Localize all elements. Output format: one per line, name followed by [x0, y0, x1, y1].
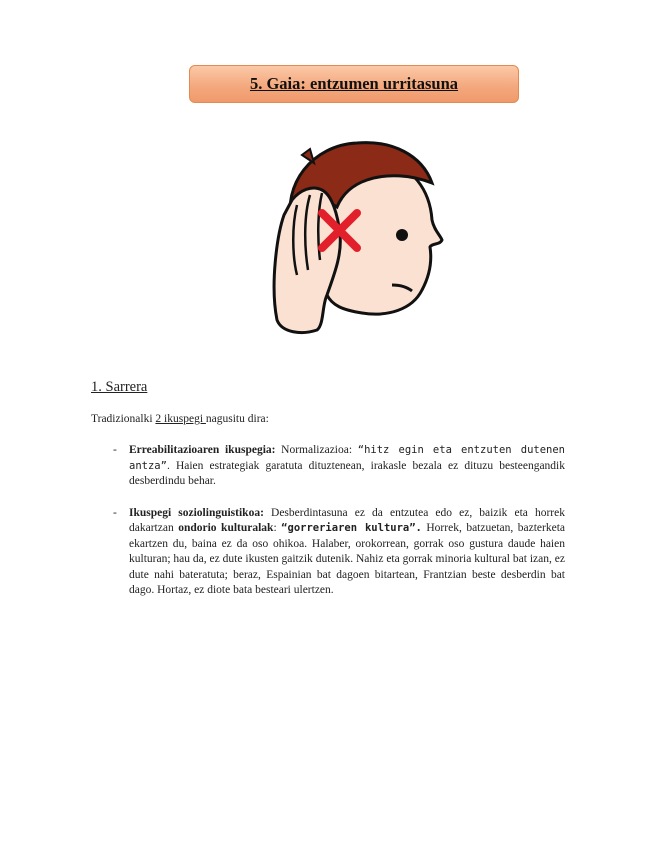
intro-prefix: Tradizionalki [91, 413, 156, 425]
bullet-bold: ondorio kulturalak [178, 522, 274, 534]
bullet-text: Horrek, batzuetan, bazterketa ekartzen du, baina ez da oso ohikoa. Halaber, orokorrean, gorrak oso gustura daude haien kulturan; hau da, ez dute ikusten gaitzik dutenik. Nahiz eta gorrak minoria kultural bat izan, ez dute nahi bateratuta; beraz, Espainian bat dagoen bitartean, Frantzian beste desberdin bat dago. Hortaz, ez diote bata besteari ulertzen. [129, 522, 565, 596]
bullet-text: Normalizazioa: [275, 444, 358, 456]
bullet-bold: Ikuspegi soziolinguistikoa: [129, 506, 264, 519]
bullet-text: Desberdintasuna ez da entzutea edo ez, baizik eta horrek dakartzan [129, 506, 565, 534]
section-heading: 1. Sarrera [91, 379, 148, 395]
list-item [113, 506, 565, 599]
bullet-dash: - [113, 444, 117, 456]
intro-paragraph [91, 413, 269, 425]
bullet-text: . Haien estrategiak garatuta dituztenean, irakasle bezala ez dituzu besteengandik desberdindu behar. [129, 459, 565, 487]
bullet-bold: Erreabilitazioaren ikuspegia: [129, 444, 276, 456]
page-title: 5. Gaia: entzumen urritasuna [249, 74, 459, 93]
intro-underlined: 2 ikuspegi [155, 413, 206, 425]
bullet-list [113, 443, 565, 615]
bullet-quote: “gorreriaren kultura”. [281, 522, 422, 534]
list-item [113, 443, 565, 490]
intro-suffix: nagusitu dira: [205, 413, 269, 425]
title-banner [189, 65, 519, 103]
bullet-dash: - [113, 506, 117, 519]
bullet-text: : [273, 522, 282, 534]
deaf-ear-crossed-icon [262, 135, 447, 335]
bullet-quote: “hitz egin eta entzuten dutenen antza” [129, 444, 565, 472]
